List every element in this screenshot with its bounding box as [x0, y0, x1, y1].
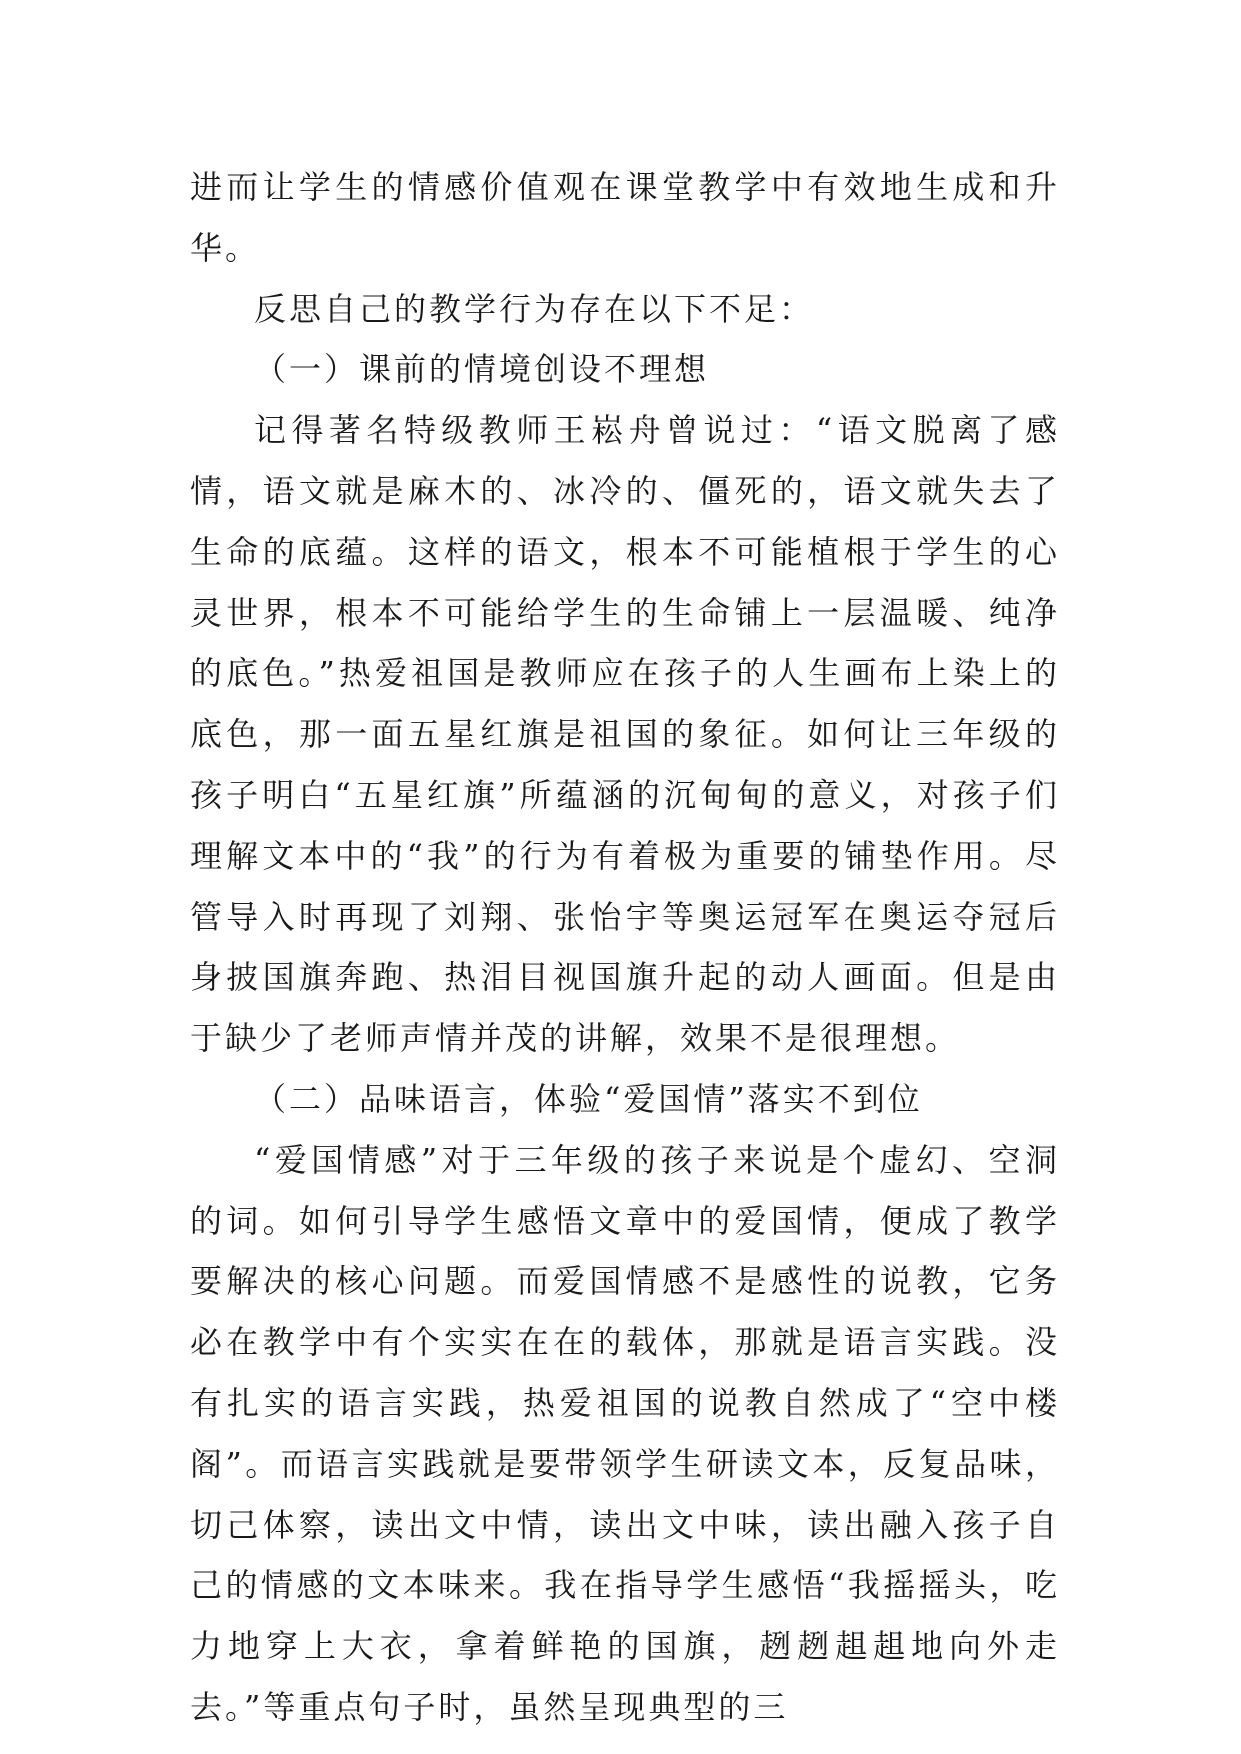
section-heading-2: （二）品味语言，体验“爱国情”落实不到位: [254, 1079, 923, 1118]
paragraph-section-1-body: 记得著名特级教师王崧舟曾说过：“语文脱离了感情，语文就是麻木的、冰冷的、僵死的，语文就失去了生命的底蕴。这样的语文，根本不可能植根于学生的心灵世界，根本不可能给学生的生命铺上一层温暖、纯净的底色。”热爱祖国是教师应在孩子的人生画布上染上的底色，那一面五星红旗是祖国的象征。如何让三年级的孩子明白“五星红旗”所蕴涵的沉甸甸的意义，对孩子们理解文本中的“我”的行为有着极为重要的铺垫作用。尽管导入时再现了刘翔、张怡宇等奥运冠军在奥运夺冠后身披国旗奔跑、热泪目视国旗升起的动人画面。但是由于缺少了老师声情并茂的讲解，效果不是很理想。: [190, 411, 1060, 1058]
section-heading-1: （一）课前的情境创设不理想: [254, 350, 710, 389]
paragraph-continuation: 进而让学生的情感价值观在课堂教学中有效地生成和升华。: [190, 168, 1060, 267]
paragraph-section-2-body: “爱国情感”对于三年级的孩子来说是个虚幻、空洞的词。如何引导学生感悟文章中的爱国情，便成了教学要解决的核心问题。而爱国情感不是感性的说教，它务必在教学中有个实实在在的载体，那就是语言实践。没有扎实的语言实践，热爱祖国的说教自然成了“空中楼阁”。而语言实践就是要带领学生研读文本，反复品味，切己体察，读出文中情，读出文中味，读出融入孩子自己的情感的文本味来。我在指导学生感悟“我摇摇头，吃力地穿上大衣，拿着鲜艳的国旗，趔趔趄趄地向外走去。”等重点句子时，虽然呈现典型的三: [190, 1140, 1060, 1726]
document-page: [190, 157, 1060, 1738]
paragraph-reflection-intro: 反思自己的教学行为存在以下不足：: [254, 289, 815, 328]
